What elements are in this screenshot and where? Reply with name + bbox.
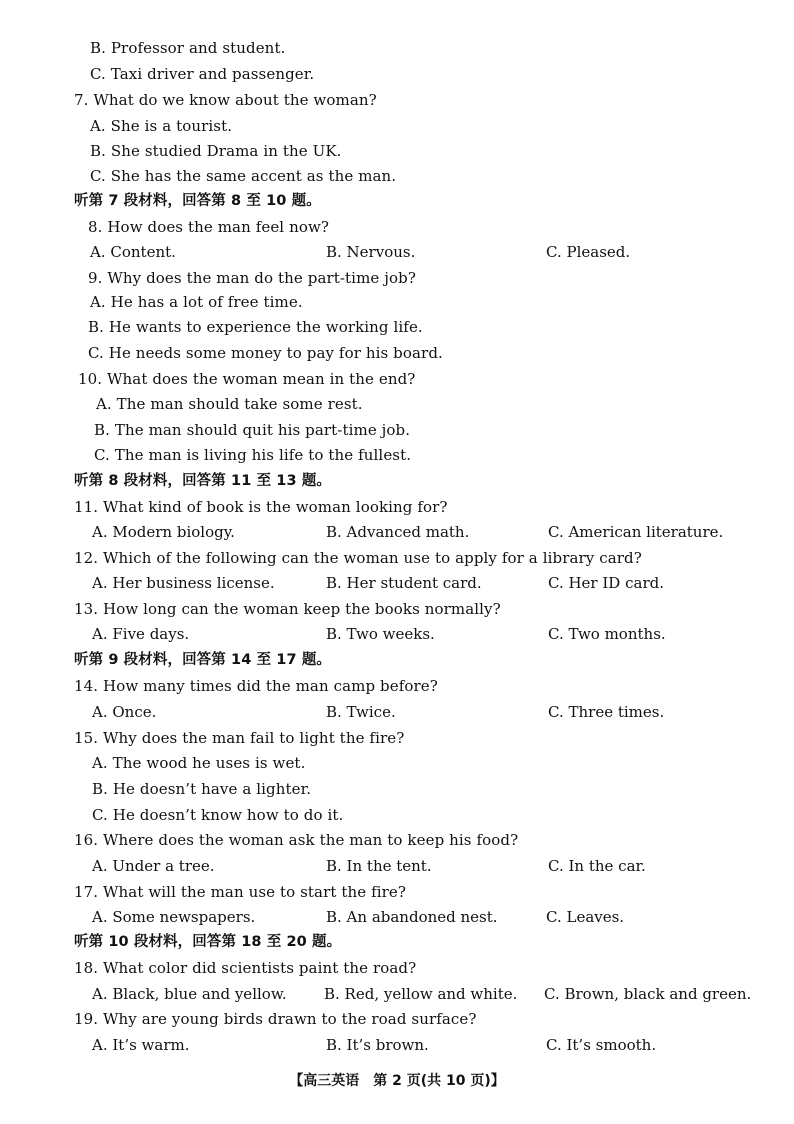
option-15b: B. He doesn’t have a lighter.: [92, 780, 312, 798]
section-7-heading: 听第 7 段材料，回答第 8 至 10 题。: [74, 193, 321, 209]
question-17: 17. What will the man use to start the fire?: [74, 883, 407, 901]
option-6c: C. Taxi driver and passenger.: [90, 65, 315, 83]
option-12c: C. Her ID card.: [548, 574, 664, 592]
option-9b: B. He wants to experience the working life.: [88, 318, 423, 336]
option-16a: A. Under a tree.: [92, 857, 215, 875]
question-13: 13. How long can the woman keep the books normally?: [74, 600, 501, 618]
question-8: 8. How does the man feel now?: [88, 218, 330, 236]
question-10: 10. What does the woman mean in the end?: [78, 370, 416, 388]
option-11a: A. Modern biology.: [92, 523, 235, 541]
option-19a: A. It’s warm.: [92, 1036, 190, 1054]
section-10-heading: 听第 10 段材料，回答第 18 至 20 题。: [74, 934, 342, 950]
question-15: 15. Why does the man fail to light the fire?: [74, 729, 405, 747]
option-7a: A. She is a tourist.: [90, 117, 233, 135]
option-17c: C. Leaves.: [546, 908, 625, 926]
question-9: 9. Why does the man do the part-time job?: [88, 269, 416, 287]
option-8c: C. Pleased.: [546, 243, 631, 261]
option-16b: B. In the tent.: [326, 857, 432, 875]
section-9-heading: 听第 9 段材料，回答第 14 至 17 题。: [74, 652, 332, 668]
option-13c: C. Two months.: [548, 625, 666, 643]
section-8-heading: 听第 8 段材料，回答第 11 至 13 题。: [74, 473, 332, 489]
option-12b: B. Her student card.: [326, 574, 482, 592]
option-13b: B. Two weeks.: [326, 625, 435, 643]
option-9c: C. He needs some money to pay for his board.: [88, 344, 443, 362]
question-16: 16. Where does the woman ask the man to keep his food?: [74, 831, 519, 849]
option-14b: B. Twice.: [326, 703, 396, 721]
option-9a: A. He has a lot of free time.: [90, 293, 303, 311]
option-14a: A. Once.: [92, 703, 157, 721]
option-6b: B. Professor and student.: [90, 39, 286, 57]
question-19: 19. Why are young birds drawn to the road surface?: [74, 1010, 477, 1028]
question-12: 12. Which of the following can the woman use to apply for a library card?: [74, 549, 642, 567]
option-8b: B. Nervous.: [326, 243, 416, 261]
option-14c: C. Three times.: [548, 703, 665, 721]
option-18b: B. Red, yellow and white.: [324, 985, 518, 1003]
option-19c: C. It’s smooth.: [546, 1036, 657, 1054]
option-8a: A. Content.: [90, 243, 176, 261]
option-12a: A. Her business license.: [92, 574, 275, 592]
option-7b: B. She studied Drama in the UK.: [90, 142, 342, 160]
option-11b: B. Advanced math.: [326, 523, 470, 541]
option-11c: C. American literature.: [548, 523, 724, 541]
option-10a: A. The man should take some rest.: [96, 395, 363, 413]
option-15c: C. He doesn’t know how to do it.: [92, 806, 344, 824]
question-14: 14. How many times did the man camp before?: [74, 677, 438, 695]
question-7: 7. What do we know about the woman?: [74, 91, 377, 109]
option-17b: B. An abandoned nest.: [326, 908, 498, 926]
option-15a: A. The wood he uses is wet.: [92, 754, 306, 772]
option-10c: C. The man is living his life to the fullest.: [94, 446, 412, 464]
option-17a: A. Some newspapers.: [92, 908, 256, 926]
question-11: 11. What kind of book is the woman looking for?: [74, 498, 448, 516]
page-footer: 【高三英语 第 2 页(共 10 页)】: [289, 1073, 505, 1089]
option-18a: A. Black, blue and yellow.: [92, 985, 287, 1003]
option-18c: C. Brown, black and green.: [544, 985, 752, 1003]
option-13a: A. Five days.: [92, 625, 190, 643]
option-7c: C. She has the same accent as the man.: [90, 167, 397, 185]
option-19b: B. It’s brown.: [326, 1036, 429, 1054]
option-16c: C. In the car.: [548, 857, 646, 875]
question-18: 18. What color did scientists paint the road?: [74, 959, 417, 977]
option-10b: B. The man should quit his part-time job.: [94, 421, 411, 439]
